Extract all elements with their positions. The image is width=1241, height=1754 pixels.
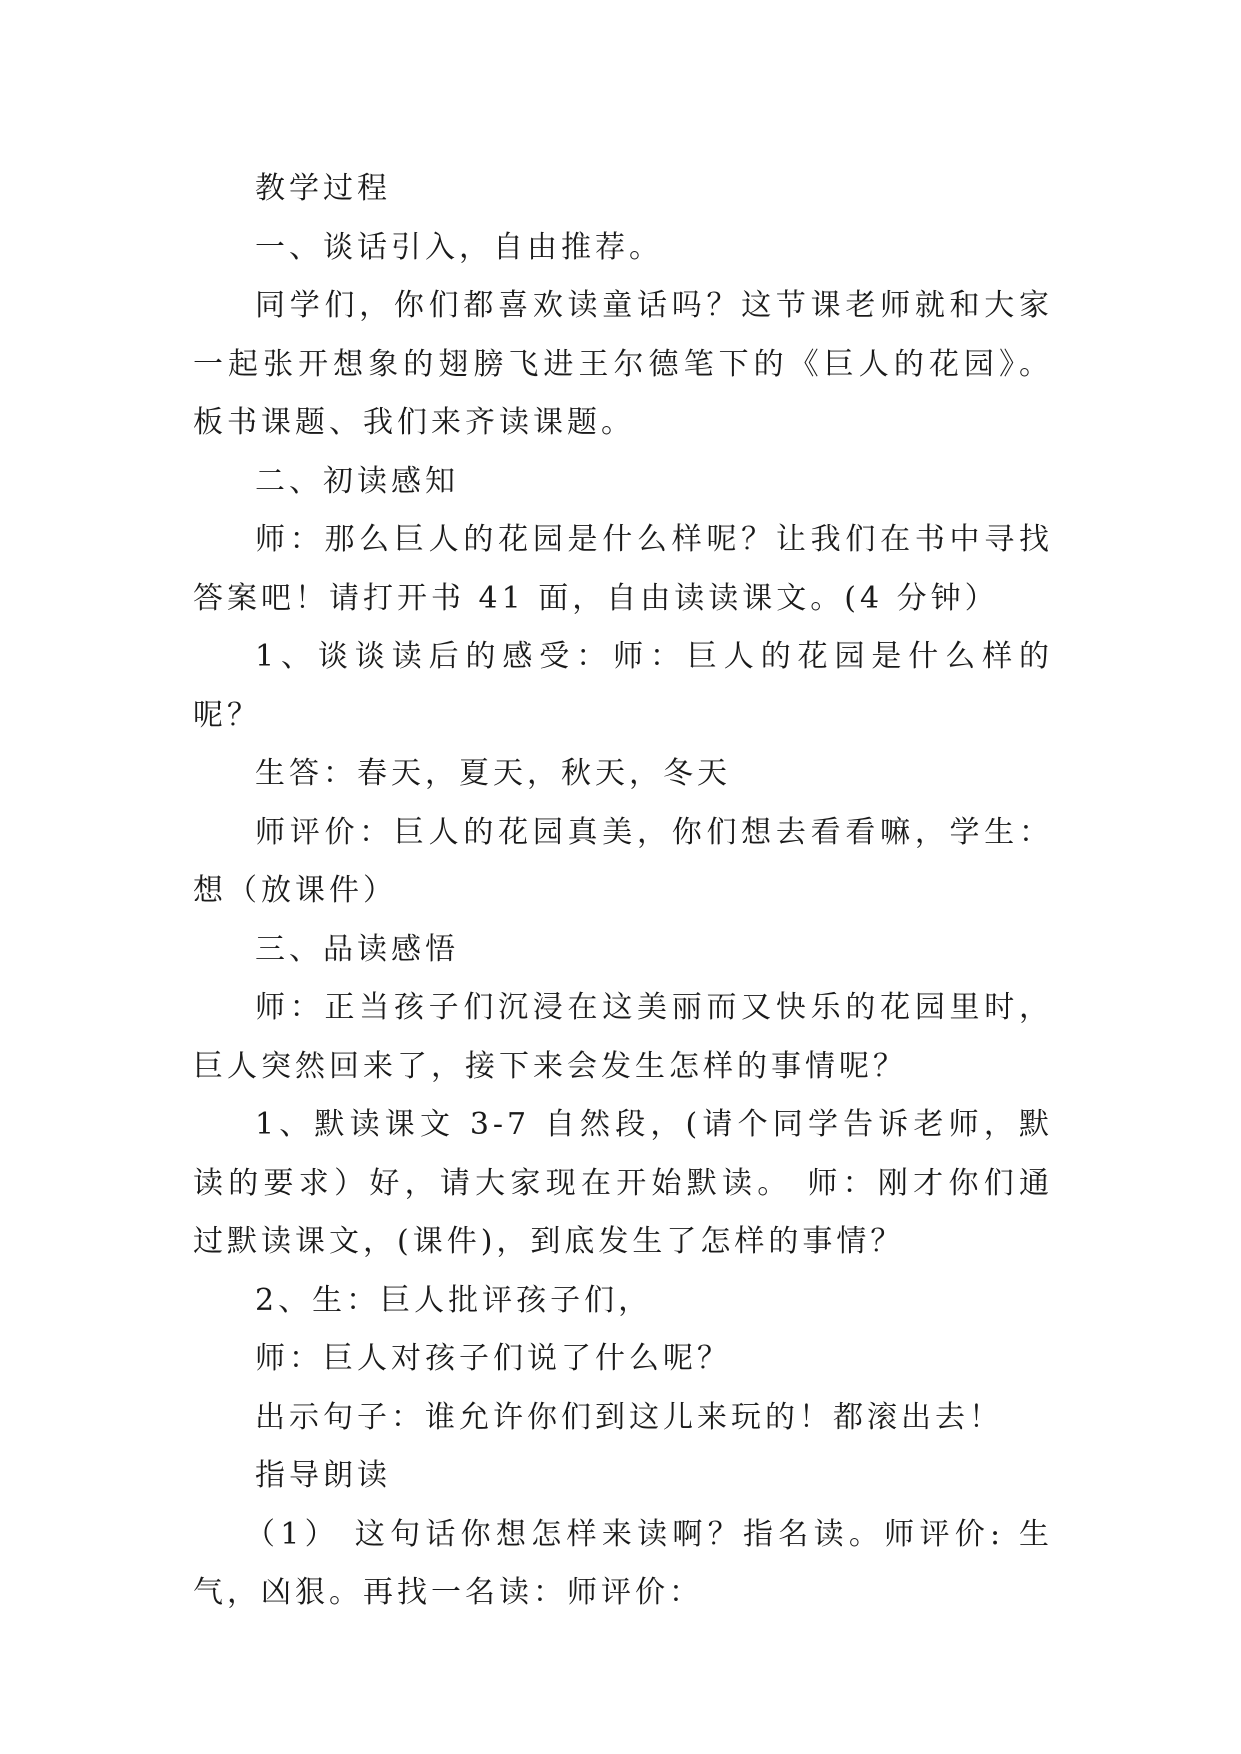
paragraph-2: 师：那么巨人的花园是什么样呢？让我们在书中寻找答案吧！请打开书 41 面，自由读读课文。(4 分钟） (193, 522, 1053, 616)
paragraph-12: （1） 这句话你想怎样来读啊？指名读。师评价: 生气，凶狠。再找一名读：师评价： (193, 1516, 1053, 1610)
paragraph-10: 出示句子：谁允许你们到这儿来玩的！都滚出去！ (255, 1399, 1003, 1435)
heading: 教学过程 (255, 171, 391, 206)
section-heading-2: 二、初读感知 (255, 463, 459, 499)
paragraph-8: 2、生：巨人批评孩子们， (255, 1282, 653, 1318)
paragraph-6: 师：正当孩子们沉浸在这美丽而又快乐的花园里时，巨人突然回来了，接下来会发生怎样的事情呢？ (193, 990, 1053, 1084)
paragraph-9: 师：巨人对孩子们说了什么呢？ (255, 1341, 731, 1376)
section-heading-1: 一、谈话引入，自由推荐。 (255, 229, 663, 265)
paragraph-5: 师评价：巨人的花园真美，你们想去看看嘛，学生：想（放课件） (193, 814, 1053, 908)
paragraph-4: 生答：春天，夏天，秋天，冬天 (255, 756, 731, 791)
document-body (193, 160, 1053, 1623)
section-heading-3: 三、品读感悟 (255, 931, 459, 967)
paragraph-3: 1、谈谈读后的感受：师：巨人的花园是什么样的呢？ (193, 639, 1053, 733)
paragraph-7: 1、默读课文 3-7 自然段，(请个同学告诉老师，默读的要求）好，请大家现在开始默读。 师：刚才你们通过默读课文，(课件)，到底发生了怎样的事情？ (193, 1107, 1053, 1259)
paragraph-11: 指导朗读 (255, 1458, 391, 1493)
paragraph-1: 同学们，你们都喜欢读童话吗？这节课老师就和大家一起张开想象的翅膀飞进王尔德笔下的《巨人的花园》。板书课题、我们来齐读课题。 (193, 288, 1053, 440)
